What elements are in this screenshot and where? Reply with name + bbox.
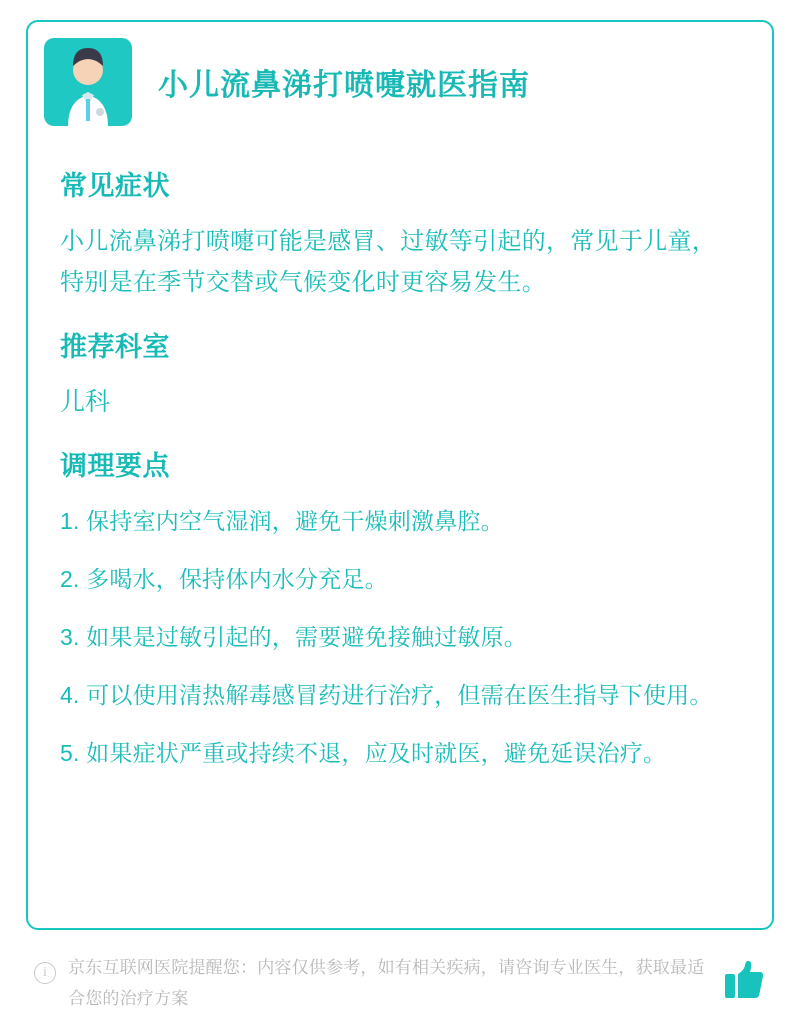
disclaimer-text: 京东互联网医院提醒您：内容仅供参考，如有相关疾病，请咨询专业医生，获取最适合您的治疗方案: [68, 958, 705, 1008]
thumbs-up-icon[interactable]: [724, 958, 764, 1000]
section-heading-care-tips: 调理要点: [60, 451, 170, 481]
section-text-symptoms: 小儿流鼻涕打喷嚏可能是感冒、过敏等引起的，常见于儿童，特别是在季节交替或气候变化时更容易发生。: [60, 228, 717, 296]
section-text-department: 儿科: [60, 388, 111, 416]
doctor-avatar-icon: [42, 36, 134, 128]
list-item: 2. 多喝水，保持体内水分充足。: [60, 566, 388, 592]
care-tips-list: [60, 501, 740, 773]
section-heading-department: 推荐科室: [60, 332, 170, 362]
section-heading-symptoms: 常见症状: [60, 171, 170, 201]
guide-card: [26, 20, 774, 930]
info-circle-icon: i: [34, 962, 56, 984]
list-item: 5. 如果症状严重或持续不退，应及时就医，避免延误治疗。: [60, 740, 667, 766]
list-item: 3. 如果是过敏引起的，需要避免接触过敏原。: [60, 624, 527, 650]
list-item: 1. 保持室内空气湿润，避免干燥刺激鼻腔。: [60, 508, 504, 534]
list-item: 4. 可以使用清热解毒感冒药进行治疗，但需在医生指导下使用。: [60, 682, 713, 708]
guide-content: [28, 142, 772, 791]
page-title: 小儿流鼻涕打喷嚏就医指南: [158, 69, 530, 102]
footer-disclaimer: [26, 940, 774, 1020]
